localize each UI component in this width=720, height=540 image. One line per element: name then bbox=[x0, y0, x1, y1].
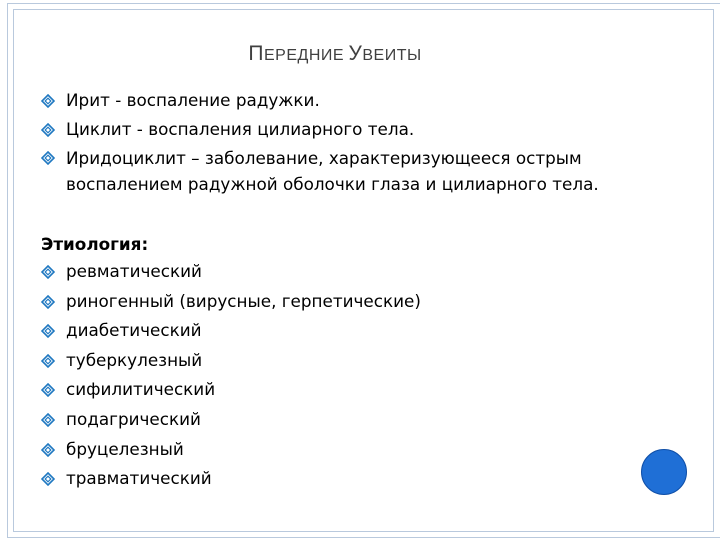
diamond-bullet-icon bbox=[41, 295, 55, 309]
etiology-item-text: сифилитический bbox=[66, 379, 216, 400]
list-item bbox=[41, 435, 680, 465]
list-item bbox=[41, 316, 680, 346]
title-word2-first-letter: У bbox=[348, 42, 363, 65]
diamond-bullet-icon bbox=[41, 151, 55, 165]
list-item bbox=[41, 375, 680, 405]
navigation-circle-button[interactable] bbox=[641, 449, 687, 495]
etiology-item-text: диабетический bbox=[66, 320, 202, 341]
definition-text: Иридоциклит – заболевание, характеризующееся острым воспалением радужной оболочки глаза и цилиарного тела. bbox=[66, 147, 599, 194]
etiology-item-text: туберкулезный bbox=[66, 349, 203, 370]
list-item bbox=[41, 145, 680, 197]
definition-text: Ирит - воспаление радужки. bbox=[66, 90, 320, 110]
definitions-list bbox=[41, 86, 680, 197]
diamond-bullet-icon bbox=[41, 472, 55, 486]
etiology-item-text: травматический bbox=[66, 468, 212, 489]
etiology-heading: Этиология: bbox=[41, 234, 149, 254]
diamond-bullet-icon bbox=[41, 94, 55, 108]
list-item bbox=[41, 346, 680, 376]
etiology-item-text: бруцелезный bbox=[66, 438, 184, 459]
list-item bbox=[41, 86, 680, 115]
diamond-bullet-icon bbox=[41, 413, 55, 427]
list-item bbox=[41, 287, 680, 317]
etiology-item-text: риногенный (вирусные, герпетические) bbox=[66, 290, 421, 311]
list-item bbox=[41, 115, 680, 144]
diamond-bullet-icon bbox=[41, 123, 55, 137]
diamond-bullet-icon bbox=[41, 354, 55, 368]
diamond-bullet-icon bbox=[41, 324, 55, 338]
etiology-item-text: ревматический bbox=[66, 261, 202, 281]
slide-title bbox=[0, 42, 670, 66]
diamond-bullet-icon bbox=[41, 383, 55, 397]
title-word2-rest: ВЕИТЫ bbox=[362, 47, 422, 64]
etiology-item-text: подагрический bbox=[66, 408, 201, 429]
title-first-letter: П bbox=[248, 42, 264, 65]
etiology-list bbox=[41, 257, 680, 494]
title-word1-rest: ЕРЕДНИЕ bbox=[263, 47, 345, 64]
definition-text: Циклит - воспаления цилиарного тела. bbox=[66, 119, 415, 140]
diamond-bullet-icon bbox=[41, 265, 55, 279]
list-item bbox=[41, 405, 680, 435]
diamond-bullet-icon bbox=[41, 443, 55, 457]
list-item bbox=[41, 464, 680, 494]
list-item bbox=[41, 257, 680, 287]
